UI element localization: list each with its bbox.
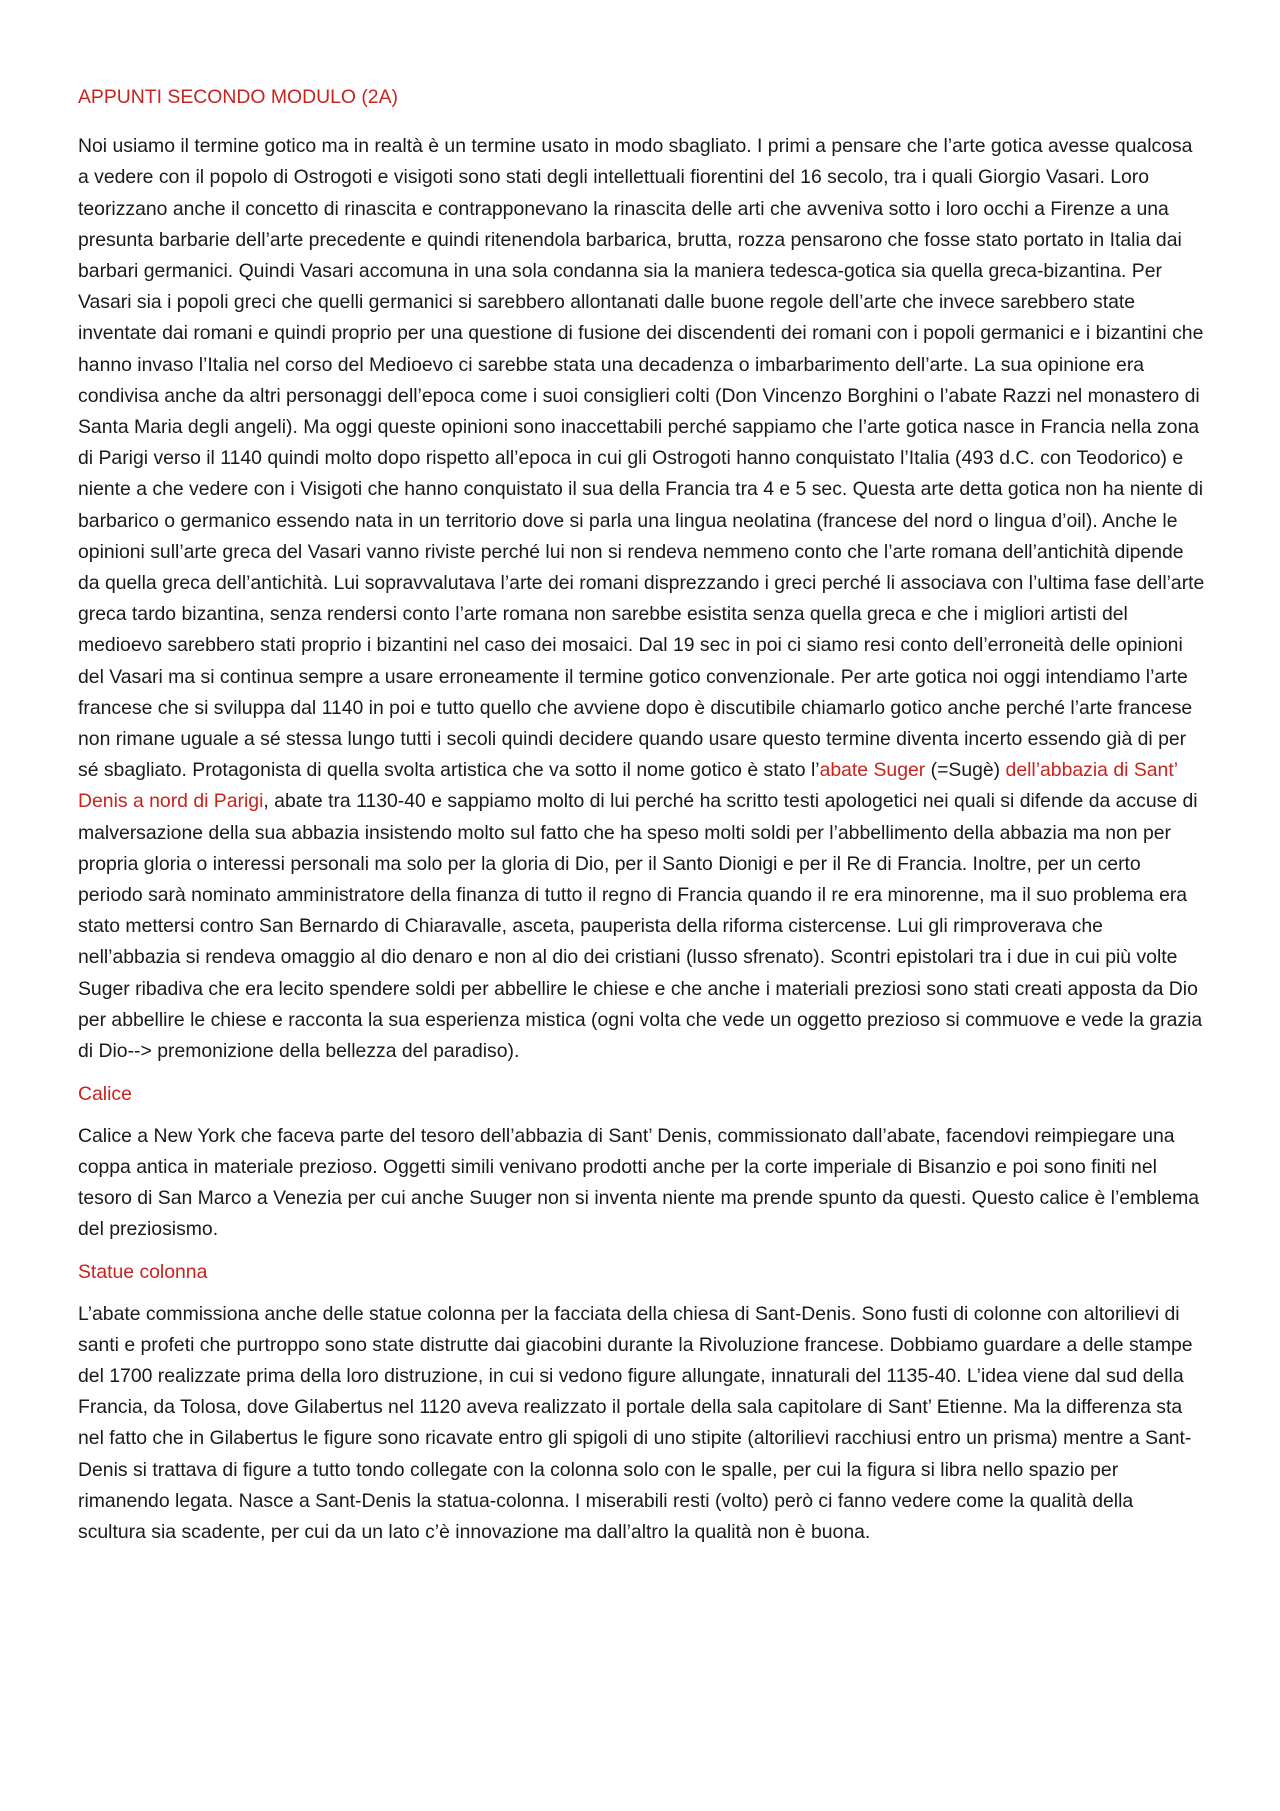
- intro-paragraph: [78, 131, 1206, 1067]
- highlight-abate-suger: abate Suger: [819, 759, 926, 782]
- intro-text-after: , abate tra 1130-40 e sappiamo molto di lui perché ha scritto testi apologetici nei quali si difende da accuse di malversazione della sua abbazia insistendo molto sul fatto che ha speso molti soldi per l’abbellimento della abbazia ma non per propria gloria o interessi personali ma solo per la gloria di Dio, per il Santo Dionigi e per il Re di Francia. Inoltre, per un certo periodo sarà nominato amministratore della finanza di tutto il regno di Francia quando il re era minorenne, ma il suo problema era stato mettersi contro San Bernardo di Chiaravalle, asceta, pauperista della riforma cistercense. Lui gli rimproverava che nell’abbazia si rendeva omaggio al dio denaro e non al dio dei cristiani (lusso sfrenato). Scontri epistolari tra i due in cui più volte Suger ribadiva che era lecito spendere soldi per abbellire le chiese e che anche i materiali preziosi sono stati creati apposta da Dio per abbellire le chiese e racconta la sua esperienza mistica (ogni volta che vede un oggetto prezioso si commuove e vede la grazia di Dio--> premonizione della bellezza del paradiso).: [78, 790, 1203, 1063]
- section-heading-calice: Calice: [78, 1083, 132, 1106]
- section-heading-statue-colonna: Statue colonna: [78, 1261, 208, 1284]
- highlight-abbazia: dell’abbazia di Sant’ Denis a nord di Parigi: [78, 759, 1178, 813]
- document-title: APPUNTI SECONDO MODULO (2A): [78, 86, 398, 108]
- section-body-calice: Calice a New York che faceva parte del tesoro dell’abbazia di Sant’ Denis, commissionato dall’abate, facendovi reimpiegare una coppa antica in materiale prezioso. Oggetti simili venivano prodotti anche per la corte imperiale di Bisanzio e poi sono finiti nel tesoro di San Marco a Venezia per cui anche Suuger non si inventa niente ma prende spunto da questi. Questo calice è l’emblema del preziosismo.: [78, 1124, 1200, 1241]
- intro-text-mid: (=Sugè): [925, 759, 1006, 782]
- document-page: [78, 82, 1206, 1556]
- section-body-statue-colonna: L’abate commissiona anche delle statue colonna per la facciata della chiesa di Sant-Denis. Sono fusti di colonne con altorilievi di santi e profeti che purtroppo sono state distrutte dai giacobini durante la Rivoluzione francese. Dobbiamo guardare a delle stampe del 1700 realizzate prima della loro distruzione, in cui si vedono figure allungate, innaturali del 1135-40. L’idea viene dal sud della Francia, da Tolosa, dove Gilabertus nel 1120 aveva realizzato il portale della sala capitolare di Sant’ Etienne. Ma la differenza sta nel fatto che in Gilabertus le figure sono ricavate entro gli spigoli di uno stipite (altorilievi racchiusi entro un prisma) mentre a Sant-Denis si trattava di figure a tutto tondo collegate con la colonna solo con le spalle, per cui la figura si libra nello spazio per rimanendo legata. Nasce a Sant-Denis la statua-colonna. I miserabili resti (volto) però ci fanno vedere come la qualità della scultura sia scadente, per cui da un lato c’è innovazione ma dall’altro la qualità non è buona.: [78, 1302, 1193, 1543]
- intro-text-before: Noi usiamo il termine gotico ma in realtà è un termine usato in modo sbagliato. I primi a pensare che l’arte gotica avesse qualcosa a vedere con il popolo di Ostrogoti e visigoti sono stati degli intellettuali fiorentini del 16 secolo, tra i quali Giorgio Vasari. Loro teorizzano anche il concetto di rinascita e contrapponevano la rinascita delle arti che avveniva sotto i loro occhi a Firenze a una presunta barbarie dell’arte precedente e quindi ritenendola barbarica, brutta, rozza pensarono che fosse stato portato in Italia dai barbari germanici. Quindi Vasari accomuna in una sola condanna sia la maniera tedesca-gotica sia quella greca-bizantina. Per Vasari sia i popoli greci che quelli germanici si sarebbero allontanati dalle buone regole dell’arte che invece sarebbero state inventate dai romani e quindi proprio per una questione di fusione dei discendenti dei romani con i popoli germanici e i bizantini che hanno invaso l’Italia nel corso del Medioevo ci sarebbe stata una decadenza o imbarbarimento dell’arte. La sua opinione era condivisa anche da altri personaggi dell’epoca come i suoi consiglieri colti (Don Vincenzo Borghini o l’abate Razzi nel monastero di Santa Maria degli angeli). Ma oggi queste opinioni sono inaccettabili perché sappiamo che l’arte gotica nasce in Francia nella zona di Parigi verso il 1140 quindi molto dopo rispetto all’epoca in cui gli Ostrogoti hanno conquistato l’Italia (493 d.C. con Teodorico) e niente a che vedere con i Visigoti che hanno conquistato il sua della Francia tra 4 e 5 sec. Questa arte detta gotica non ha niente di barbarico o germanico essendo nata in un territorio dove si parla una lingua neolatina (francese del nord o lingua d’oil). Anche le opinioni sull’arte greca del Vasari vanno riviste perché lui non si rendeva nemmeno conto che l’arte romana dell’antichità dipende da quella greca dell’antichità. Lui sopravvalutava l’arte dei romani disprezzando i greci perché li associava con l’ultima fase dell’arte greca tardo bizantina, senza rendersi conto l’arte romana non sarebbe esistita senza quella greca e che i migliori artisti del medioevo sarebbero stati proprio i bizantini nel caso dei mosaici. Dal 19 sec in poi ci siamo resi conto dell’erroneità delle opinioni del Vasari ma si continua sempre a usare erroneamente il termine gotico convenzionale. Per arte gotica noi oggi intendiamo l’arte francese che si sviluppa dal 1140 in poi e tutto quello che avviene dopo è discutibile chiamarlo gotico anche perché l’arte francese non rimane uguale a sé stessa lungo tutti i secoli quindi decidere quando usare questo termine diventa incerto essendo già di per sé sbagliato. Protagonista di quella svolta artistica che va sotto il nome gotico è stato l’: [78, 135, 1205, 782]
